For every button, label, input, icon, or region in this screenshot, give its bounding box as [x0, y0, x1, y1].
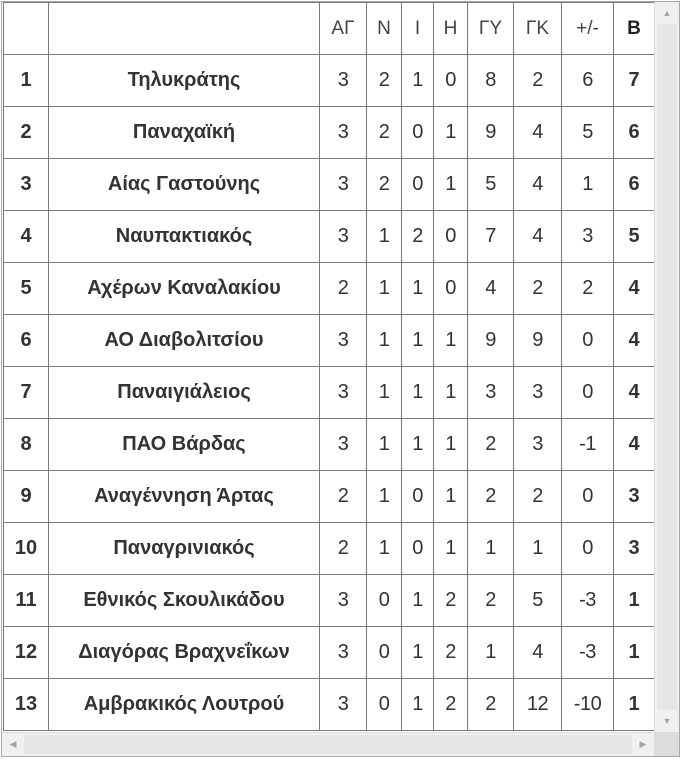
team-name: ΠΑΟ Βάρδας: [49, 419, 320, 471]
wins-cell: 1: [367, 419, 402, 471]
goal-diff-cell: 0: [562, 315, 614, 367]
draws-cell: 0: [402, 159, 434, 211]
goals-against-cell: 4: [514, 627, 562, 679]
scroll-up-arrow-icon[interactable]: ▲: [662, 8, 672, 18]
scroll-down-arrow-icon[interactable]: ▼: [662, 716, 672, 726]
draws-cell: 1: [402, 627, 434, 679]
standings-body: [4, 55, 655, 731]
team-name: Αχέρων Καναλακίου: [49, 263, 320, 315]
draws-cell: 1: [402, 679, 434, 731]
wins-cell: 0: [367, 575, 402, 627]
goals-for-cell: 3: [468, 367, 514, 419]
team-name: Αίας Γαστούνης: [49, 159, 320, 211]
points-cell: 4: [614, 263, 655, 315]
goals-against-cell: 2: [514, 55, 562, 107]
losses-cell: 2: [434, 575, 468, 627]
rank-cell: 1: [4, 55, 49, 107]
goal-diff-cell: 3: [562, 211, 614, 263]
team-name: Εθνικός Σκουλικάδου: [49, 575, 320, 627]
table-row: [4, 575, 655, 627]
draws-cell: 1: [402, 419, 434, 471]
header-played: ΑΓ: [320, 3, 367, 55]
losses-cell: 1: [434, 107, 468, 159]
header-row: [4, 3, 655, 55]
losses-cell: 2: [434, 679, 468, 731]
table-row: [4, 107, 655, 159]
header-wins: Ν: [367, 3, 402, 55]
draws-cell: 1: [402, 315, 434, 367]
wins-cell: 2: [367, 159, 402, 211]
table-row: [4, 627, 655, 679]
table-row: [4, 159, 655, 211]
played-cell: 3: [320, 55, 367, 107]
team-name: Ναυπακτιακός: [49, 211, 320, 263]
goal-diff-cell: -3: [562, 627, 614, 679]
table-row: [4, 263, 655, 315]
played-cell: 2: [320, 263, 367, 315]
scroll-left-arrow-icon[interactable]: ◀: [9, 739, 17, 749]
goal-diff-cell: 0: [562, 523, 614, 575]
wins-cell: 0: [367, 627, 402, 679]
draws-cell: 1: [402, 55, 434, 107]
draws-cell: 1: [402, 575, 434, 627]
goals-against-cell: 4: [514, 211, 562, 263]
wins-cell: 2: [367, 107, 402, 159]
rank-cell: 3: [4, 159, 49, 211]
team-name: ΑΟ Διαβολιτσίου: [49, 315, 320, 367]
vertical-scroll-thumb[interactable]: [657, 24, 677, 710]
goals-against-cell: 1: [514, 523, 562, 575]
rank-cell: 13: [4, 679, 49, 731]
draws-cell: 0: [402, 471, 434, 523]
goals-for-cell: 9: [468, 107, 514, 159]
points-cell: 1: [614, 575, 655, 627]
wins-cell: 1: [367, 471, 402, 523]
goal-diff-cell: 2: [562, 263, 614, 315]
points-cell: 6: [614, 107, 655, 159]
draws-cell: 2: [402, 211, 434, 263]
played-cell: 3: [320, 315, 367, 367]
horizontal-scroll-thumb[interactable]: [24, 735, 632, 754]
wins-cell: 1: [367, 211, 402, 263]
losses-cell: 0: [434, 55, 468, 107]
points-cell: 3: [614, 471, 655, 523]
header-team: [49, 3, 320, 55]
wins-cell: 0: [367, 679, 402, 731]
goals-against-cell: 3: [514, 367, 562, 419]
losses-cell: 0: [434, 263, 468, 315]
header-draws: Ι: [402, 3, 434, 55]
goals-against-cell: 5: [514, 575, 562, 627]
goals-for-cell: 2: [468, 419, 514, 471]
draws-cell: 1: [402, 367, 434, 419]
goals-against-cell: 4: [514, 107, 562, 159]
goals-for-cell: 2: [468, 471, 514, 523]
team-name: Παναγρινιακός: [49, 523, 320, 575]
goals-for-cell: 5: [468, 159, 514, 211]
goals-against-cell: 12: [514, 679, 562, 731]
team-name: Παναιγιάλειος: [49, 367, 320, 419]
goal-diff-cell: 0: [562, 367, 614, 419]
standings-table: [3, 2, 654, 731]
vertical-scrollbar[interactable]: [654, 2, 679, 732]
played-cell: 3: [320, 159, 367, 211]
goal-diff-cell: -3: [562, 575, 614, 627]
goals-against-cell: 4: [514, 159, 562, 211]
rank-cell: 8: [4, 419, 49, 471]
played-cell: 3: [320, 419, 367, 471]
rank-cell: 6: [4, 315, 49, 367]
header-rank: [4, 3, 49, 55]
goals-for-cell: 4: [468, 263, 514, 315]
played-cell: 3: [320, 575, 367, 627]
goals-for-cell: 1: [468, 627, 514, 679]
header-goal-diff: +/-: [562, 3, 614, 55]
table-row: [4, 419, 655, 471]
header-goals-against: ΓΚ: [514, 3, 562, 55]
goals-for-cell: 2: [468, 679, 514, 731]
team-name: Αναγέννηση Άρτας: [49, 471, 320, 523]
points-cell: 6: [614, 159, 655, 211]
table-row: [4, 367, 655, 419]
played-cell: 3: [320, 367, 367, 419]
rank-cell: 10: [4, 523, 49, 575]
played-cell: 3: [320, 107, 367, 159]
draws-cell: 1: [402, 263, 434, 315]
goals-for-cell: 2: [468, 575, 514, 627]
losses-cell: 2: [434, 627, 468, 679]
points-cell: 1: [614, 679, 655, 731]
goal-diff-cell: 5: [562, 107, 614, 159]
header-losses: Η: [434, 3, 468, 55]
points-cell: 3: [614, 523, 655, 575]
rank-cell: 12: [4, 627, 49, 679]
goal-diff-cell: 1: [562, 159, 614, 211]
goal-diff-cell: -10: [562, 679, 614, 731]
table-row: [4, 679, 655, 731]
goals-against-cell: 2: [514, 263, 562, 315]
points-cell: 4: [614, 367, 655, 419]
losses-cell: 1: [434, 523, 468, 575]
losses-cell: 1: [434, 367, 468, 419]
standings-table-frame: [1, 1, 680, 757]
losses-cell: 1: [434, 315, 468, 367]
losses-cell: 1: [434, 471, 468, 523]
wins-cell: 2: [367, 55, 402, 107]
team-name: Τηλυκράτης: [49, 55, 320, 107]
points-cell: 5: [614, 211, 655, 263]
table-row: [4, 315, 655, 367]
goals-for-cell: 7: [468, 211, 514, 263]
losses-cell: 0: [434, 211, 468, 263]
team-name: Αμβρακικός Λουτρού: [49, 679, 320, 731]
rank-cell: 2: [4, 107, 49, 159]
goal-diff-cell: -1: [562, 419, 614, 471]
points-cell: 1: [614, 627, 655, 679]
wins-cell: 1: [367, 523, 402, 575]
goals-for-cell: 8: [468, 55, 514, 107]
losses-cell: 1: [434, 419, 468, 471]
table-row: [4, 211, 655, 263]
table-row: [4, 471, 655, 523]
table-row: [4, 55, 655, 107]
horizontal-scrollbar[interactable]: [2, 732, 654, 756]
rank-cell: 7: [4, 367, 49, 419]
rank-cell: 4: [4, 211, 49, 263]
points-cell: 4: [614, 315, 655, 367]
goal-diff-cell: 0: [562, 471, 614, 523]
goals-against-cell: 9: [514, 315, 562, 367]
rank-cell: 9: [4, 471, 49, 523]
played-cell: 2: [320, 471, 367, 523]
goals-against-cell: 2: [514, 471, 562, 523]
wins-cell: 1: [367, 315, 402, 367]
losses-cell: 1: [434, 159, 468, 211]
draws-cell: 0: [402, 107, 434, 159]
header-points: Β: [614, 3, 655, 55]
played-cell: 3: [320, 211, 367, 263]
wins-cell: 1: [367, 263, 402, 315]
draws-cell: 0: [402, 523, 434, 575]
table-viewport: [2, 2, 654, 732]
goals-against-cell: 3: [514, 419, 562, 471]
rank-cell: 5: [4, 263, 49, 315]
header-goals-for: ΓΥ: [468, 3, 514, 55]
table-row: [4, 523, 655, 575]
rank-cell: 11: [4, 575, 49, 627]
scrollbar-corner: [654, 732, 679, 756]
scroll-right-arrow-icon[interactable]: ▶: [639, 739, 647, 749]
team-name: Παναχαϊκή: [49, 107, 320, 159]
goals-for-cell: 1: [468, 523, 514, 575]
played-cell: 2: [320, 523, 367, 575]
goals-for-cell: 9: [468, 315, 514, 367]
team-name: Διαγόρας Βραχνεΐκων: [49, 627, 320, 679]
points-cell: 7: [614, 55, 655, 107]
points-cell: 4: [614, 419, 655, 471]
goal-diff-cell: 6: [562, 55, 614, 107]
played-cell: 3: [320, 679, 367, 731]
wins-cell: 1: [367, 367, 402, 419]
played-cell: 3: [320, 627, 367, 679]
